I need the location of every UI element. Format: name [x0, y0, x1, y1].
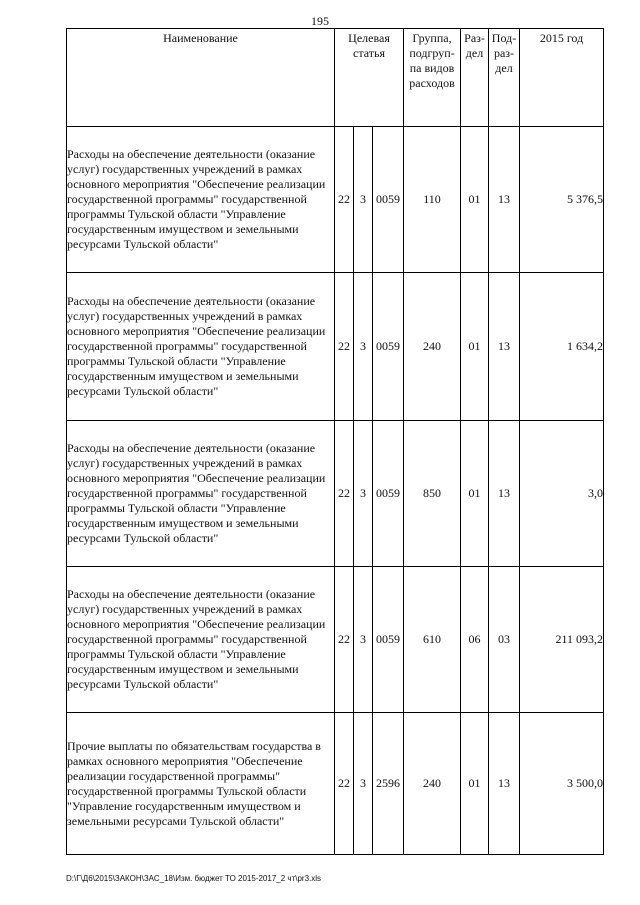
row-name: Расходы на обеспечение деятельности (оказание услуг) государственных учреждений в рамках основного мероприятия "Обеспечение реализации государственной программы" государственной программы Тульской области "Управление государственным имуществом и земельными ресурсами Тульской области": [67, 127, 335, 273]
header-expense-group: Группа, подгруп-па видов расходов: [404, 29, 461, 127]
header-year-2015: 2015 год: [520, 29, 604, 127]
row-expense-group: 110: [404, 127, 461, 273]
header-subsection: Под-раз-дел: [489, 29, 520, 127]
row-target-direction: 2596: [373, 713, 404, 855]
table-row: [67, 567, 604, 713]
row-target-program: 22: [335, 421, 354, 567]
page-number: 195: [311, 14, 329, 28]
header-target-article: Целевая статья: [335, 29, 404, 127]
row-target-subprogram: 3: [354, 567, 373, 713]
row-subsection: 13: [489, 127, 520, 273]
row-target-direction: 0059: [373, 421, 404, 567]
row-name: Расходы на обеспечение деятельности (оказание услуг) государственных учреждений в рамках основного мероприятия "Обеспечение реализации государственной программы" государственной программы Тульской области "Управление государственным имуществом и земельными ресурсами Тульской области": [67, 421, 335, 567]
row-target-subprogram: 3: [354, 421, 373, 567]
row-target-program: 22: [335, 713, 354, 855]
row-expense-group: 850: [404, 421, 461, 567]
row-target-subprogram: 3: [354, 127, 373, 273]
header-section: Раз-дел: [461, 29, 489, 127]
row-subsection: 13: [489, 421, 520, 567]
row-section: 01: [461, 273, 489, 421]
table-row: [67, 421, 604, 567]
row-amount: 3,0: [520, 421, 604, 567]
row-amount: 1 634,2: [520, 273, 604, 421]
row-target-direction: 0059: [373, 567, 404, 713]
row-name: Расходы на обеспечение деятельности (оказание услуг) государственных учреждений в рамках основного мероприятия "Обеспечение реализации государственной программы" государственной программы Тульской области "Управление государственным имуществом и земельными ресурсами Тульской области": [67, 273, 335, 421]
row-target-program: 22: [335, 273, 354, 421]
row-target-program: 22: [335, 567, 354, 713]
table-row: [67, 127, 604, 273]
row-name: Прочие выплаты по обязательствам государства в рамках основного мероприятия "Обеспечение реализации государственной программы" государственной программы Тульской области "Управление государственным имуществом и земельными ресурсами Тульской области": [67, 713, 335, 855]
row-section: 01: [461, 713, 489, 855]
row-section: 06: [461, 567, 489, 713]
row-target-direction: 0059: [373, 127, 404, 273]
row-subsection: 13: [489, 713, 520, 855]
row-amount: 211 093,2: [520, 567, 604, 713]
budget-table: [66, 28, 604, 855]
row-section: 01: [461, 421, 489, 567]
header-name: Наименование: [67, 29, 335, 127]
row-name: Расходы на обеспечение деятельности (оказание услуг) государственных учреждений в рамках основного мероприятия "Обеспечение реализации государственной программы" государственной программы Тульской области "Управление государственным имуществом и земельными ресурсами Тульской области": [67, 567, 335, 713]
footer-file-path: D:\Г\Д6\2015\ЗАКОН\ЗАС_18\Изм. бюджет ТО 2015-2017_2 чт\pr3.xls: [66, 874, 322, 883]
row-subsection: 03: [489, 567, 520, 713]
row-target-program: 22: [335, 127, 354, 273]
table-row: [67, 273, 604, 421]
row-expense-group: 610: [404, 567, 461, 713]
row-amount: 5 376,5: [520, 127, 604, 273]
table-row: [67, 713, 604, 855]
table-header-row: [67, 29, 604, 127]
row-target-direction: 0059: [373, 273, 404, 421]
row-target-subprogram: 3: [354, 713, 373, 855]
row-expense-group: 240: [404, 273, 461, 421]
row-subsection: 13: [489, 273, 520, 421]
row-expense-group: 240: [404, 713, 461, 855]
row-amount: 3 500,0: [520, 713, 604, 855]
row-target-subprogram: 3: [354, 273, 373, 421]
row-section: 01: [461, 127, 489, 273]
